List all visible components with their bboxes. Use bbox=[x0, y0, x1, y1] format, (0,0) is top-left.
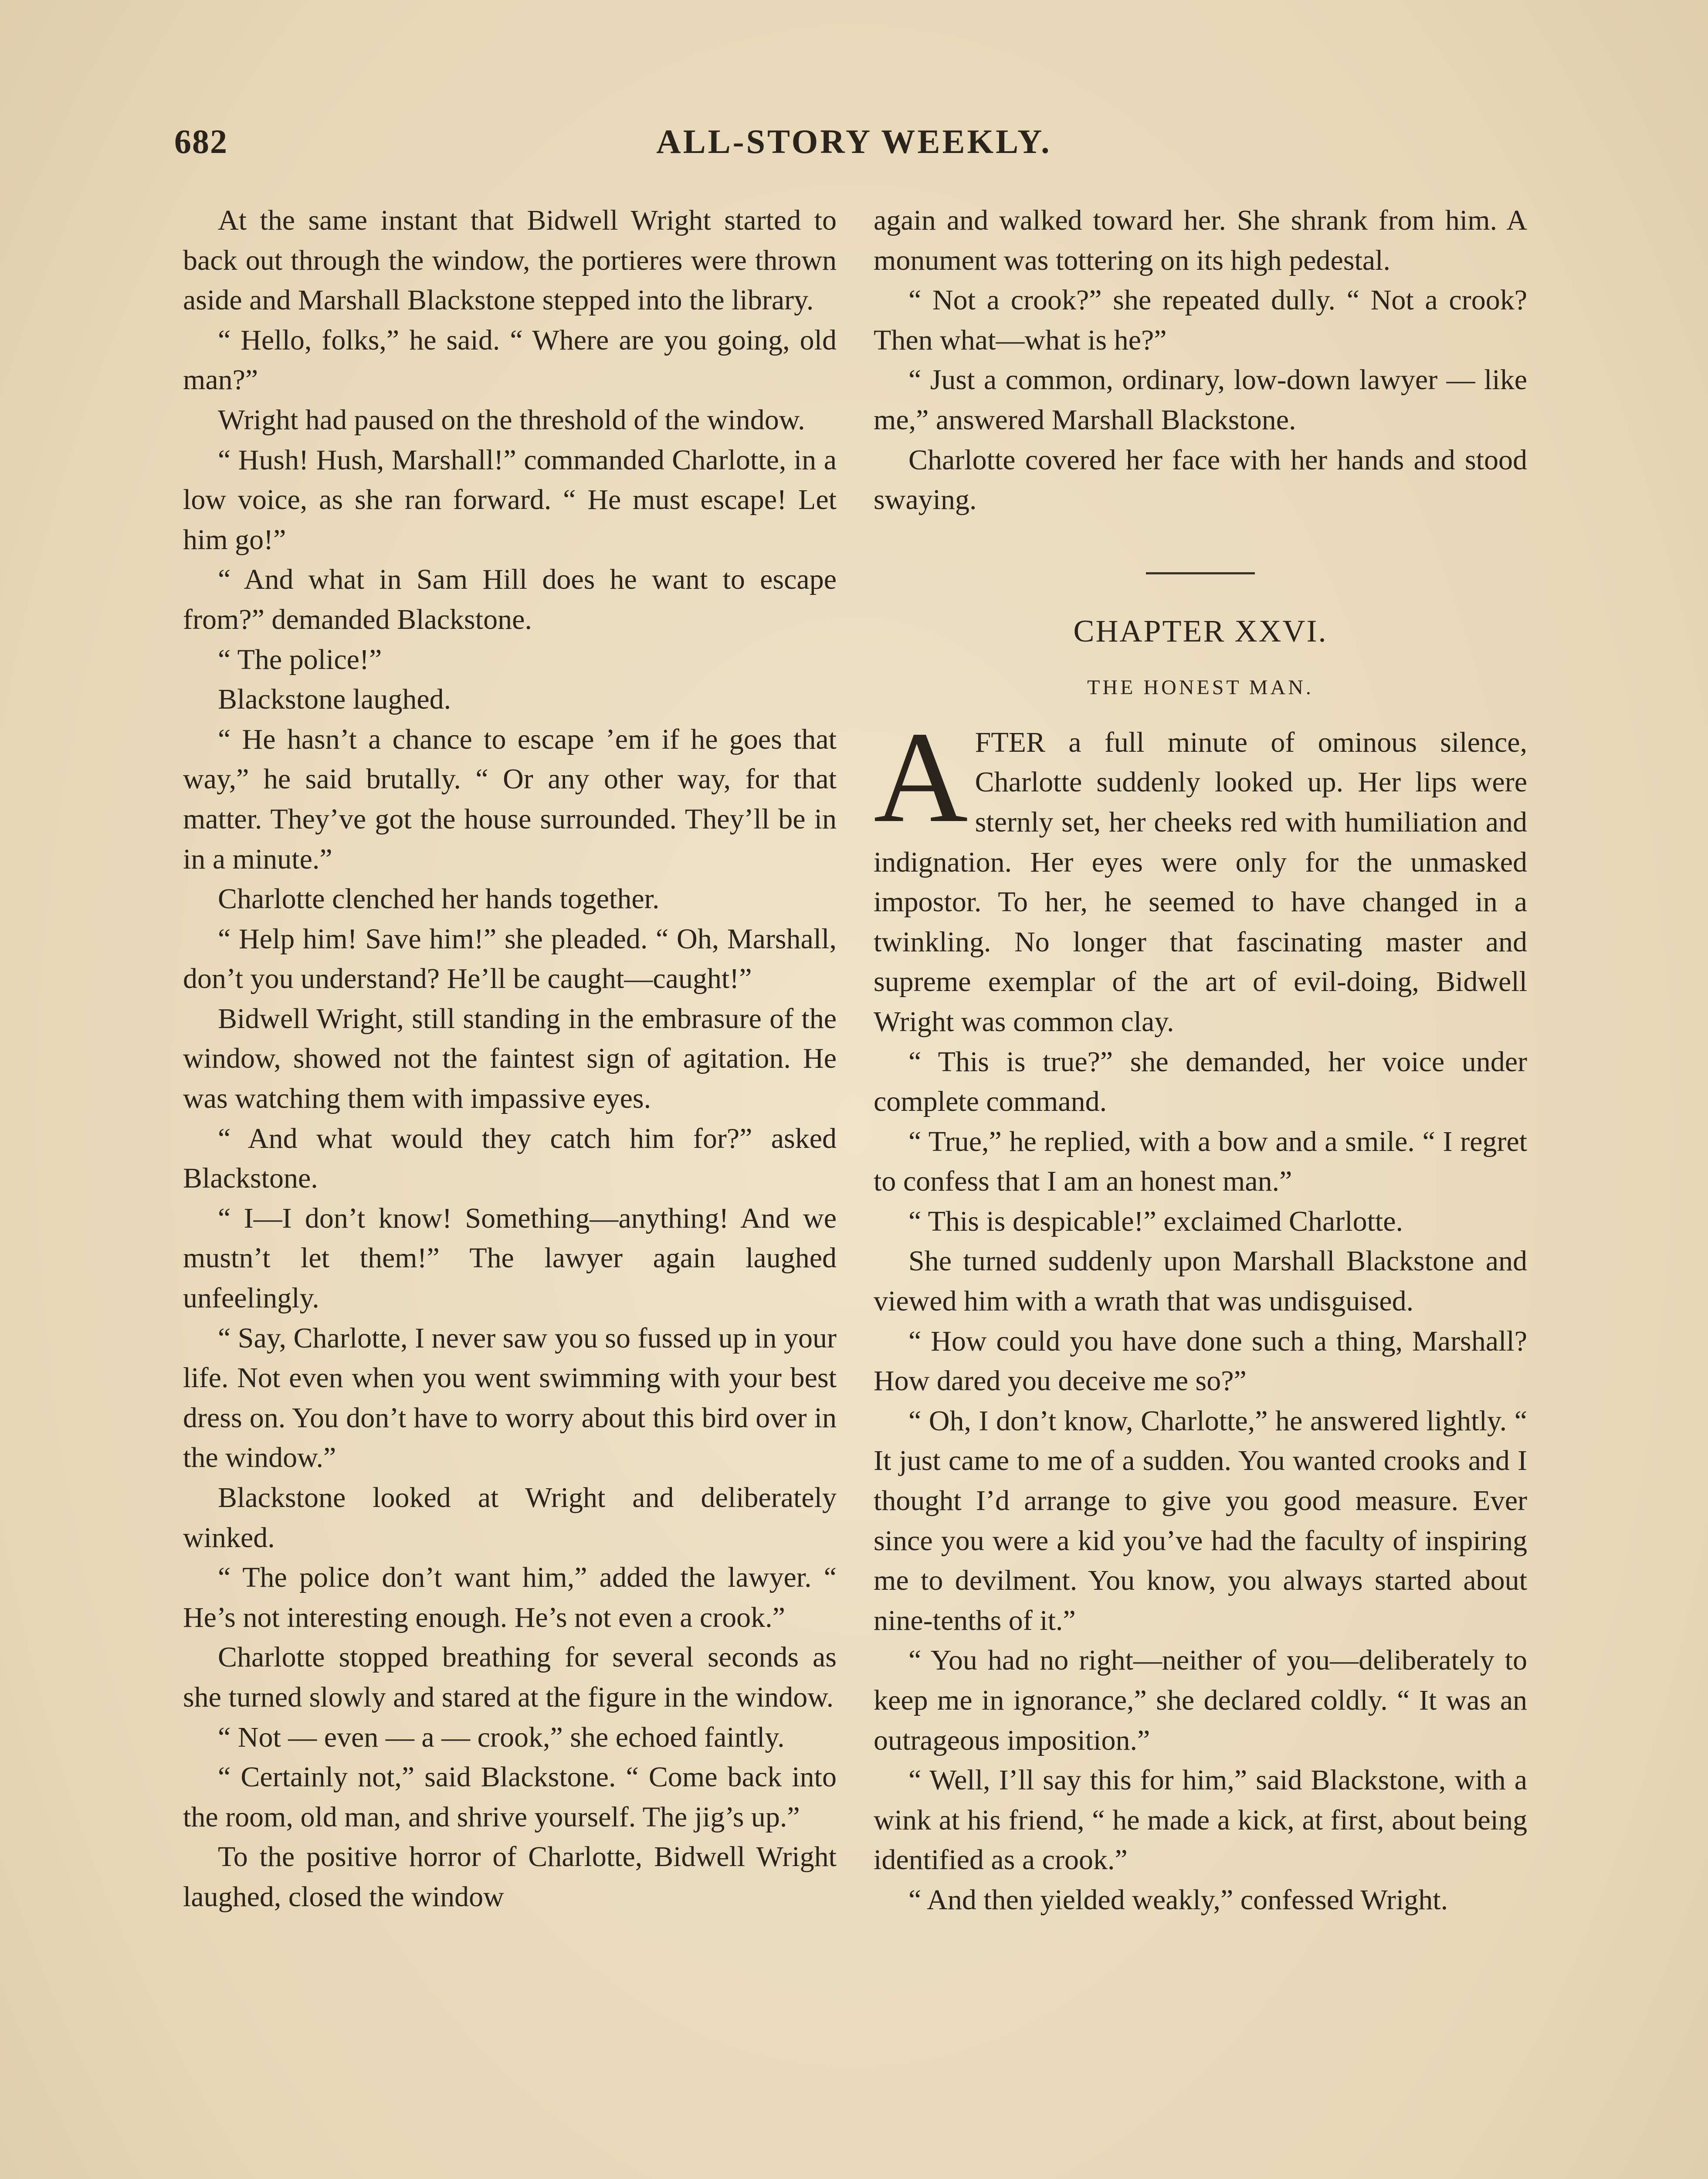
paragraph: Charlotte clenched her hands together. bbox=[218, 883, 660, 915]
paragraph: “ Just a common, ordinary, low-down lawyer — like me,” answered Marshall Blackstone. bbox=[874, 364, 1527, 436]
paragraph: “ He hasn’t a chance to escape ’em if he goes that way,” he said brutally. “ Or any other way, for that matter. They’ve got the house surrounded. They’ll be in in a minute.” bbox=[183, 723, 837, 875]
paragraph: “ Hush! Hush, Marshall!” commanded Charlotte, in a low voice, as she ran forward. “ He must escape! Let him go!” bbox=[183, 444, 837, 556]
paragraph: “ Not — even — a — crook,” she echoed faintly. bbox=[218, 1721, 785, 1753]
paragraph: Wright had paused on the threshold of the window. bbox=[218, 404, 805, 436]
paragraph: “ The police don’t want him,” added the lawyer. “ He’s not interesting enough. He’s not even a crook.” bbox=[183, 1561, 837, 1633]
paragraph: “ This is true?” she demanded, her voice under complete command. bbox=[874, 1045, 1527, 1118]
paragraph: She turned suddenly upon Marshall Blackstone and viewed him with a wrath that was undisguised. bbox=[874, 1245, 1527, 1317]
paragraph: “ How could you have done such a thing, Marshall? How dared you deceive me so?” bbox=[874, 1325, 1527, 1397]
drop-cap: A bbox=[874, 704, 968, 849]
paragraph: Blackstone looked at Wright and deliberately winked. bbox=[183, 1482, 837, 1554]
left-column bbox=[183, 200, 837, 1917]
page-header bbox=[174, 122, 1534, 170]
paragraph: “ The police!” bbox=[218, 643, 382, 675]
right-column bbox=[874, 200, 1527, 1920]
section-divider bbox=[1146, 572, 1255, 574]
paragraph: “ Well, I’ll say this for him,” said Blackstone, with a wink at his friend, “ he made a kick, at first, about being identified as a crook.” bbox=[874, 1764, 1527, 1876]
paragraph: again and walked toward her. She shrank from him. A monument was tottering on its high pedestal. bbox=[874, 204, 1527, 276]
running-title: ALL-STORY WEEKLY. bbox=[656, 122, 1052, 160]
paragraph: To the positive horror of Charlotte, Bidwell Wright laughed, closed the window bbox=[183, 1841, 837, 1913]
paragraph: “ Certainly not,” said Blackstone. “ Come back into the room, old man, and shrive yourself. The jig’s up.” bbox=[183, 1761, 837, 1833]
chapter-subtitle: THE HONEST MAN. bbox=[1087, 675, 1314, 699]
paragraph: “ True,” he replied, with a bow and a smile. “ I regret to confess that I am an honest man.” bbox=[874, 1125, 1527, 1198]
paragraph: “ This is despicable!” exclaimed Charlotte. bbox=[908, 1205, 1403, 1237]
paragraph: Charlotte stopped breathing for several seconds as she turned slowly and stared at the figure in the window. bbox=[183, 1641, 837, 1713]
paragraph: “ Oh, I don’t know, Charlotte,” he answered lightly. “ It just came to me of a sudden. You wanted crooks and I thought I’d arrange to give you good measure. Ever since you were a kid you’ve had the faculty of inspiring me to devilment. You know, you always started about nine-tenths of it.” bbox=[874, 1405, 1527, 1636]
page-number: 682 bbox=[174, 122, 228, 160]
paragraph: “ And what in Sam Hill does he want to escape from?” demanded Blackstone. bbox=[183, 563, 837, 635]
paragraph: “ You had no right—neither of you—deliberately to keep me in ignorance,” she declared coldly. “ It was an outrageous imposition.” bbox=[874, 1644, 1527, 1756]
paragraph: “ Say, Charlotte, I never saw you so fussed up in your life. Not even when you went swimming with your best dress on. You don’t have to worry about this bird over in the window.” bbox=[183, 1322, 837, 1474]
paragraph: “ Hello, folks,” he said. “ Where are you going, old man?” bbox=[183, 324, 837, 396]
paragraph: “ I—I don’t know! Something—anything! And we mustn’t let them!” The lawyer again laughed unfeelingly. bbox=[183, 1202, 837, 1314]
paragraph: Charlotte covered her face with her hands and stood swaying. bbox=[874, 444, 1527, 516]
paragraph: Blackstone laughed. bbox=[218, 683, 451, 716]
paragraph: “ Help him! Save him!” she pleaded. “ Oh, Marshall, don’t you understand? He’ll be caught—caught!” bbox=[183, 923, 837, 995]
chapter-heading: CHAPTER XXVI. bbox=[1073, 613, 1328, 648]
paragraph: “ And then yielded weakly,” confessed Wright. bbox=[908, 1884, 1448, 1916]
chapter-opening-paragraph bbox=[874, 704, 1527, 1042]
paragraph: “ And what would they catch him for?” asked Blackstone. bbox=[183, 1122, 837, 1195]
paragraph: Bidwell Wright, still standing in the embrasure of the window, showed not the faintest sign of agitation. He was watching them with impassive eyes. bbox=[183, 1002, 837, 1115]
paragraph: “ Not a crook?” she repeated dully. “ Not a crook? Then what—what is he?” bbox=[874, 284, 1527, 356]
chapter-opening-text: FTER a full minute of ominous silence, Charlotte suddenly looked up. Her lips were sternly set, her cheeks red with humiliation and indignation. Her eyes were only for the unmasked impostor. To her, he seemed to have changed in a twinkling. No longer that fascinating master and supreme exemplar of the art of evil-doing, Bidwell Wright was common clay. bbox=[874, 726, 1527, 1038]
paragraph: At the same instant that Bidwell Wright started to back out through the window, the portieres were thrown aside and Marshall Blackstone stepped into the library. bbox=[183, 204, 837, 316]
